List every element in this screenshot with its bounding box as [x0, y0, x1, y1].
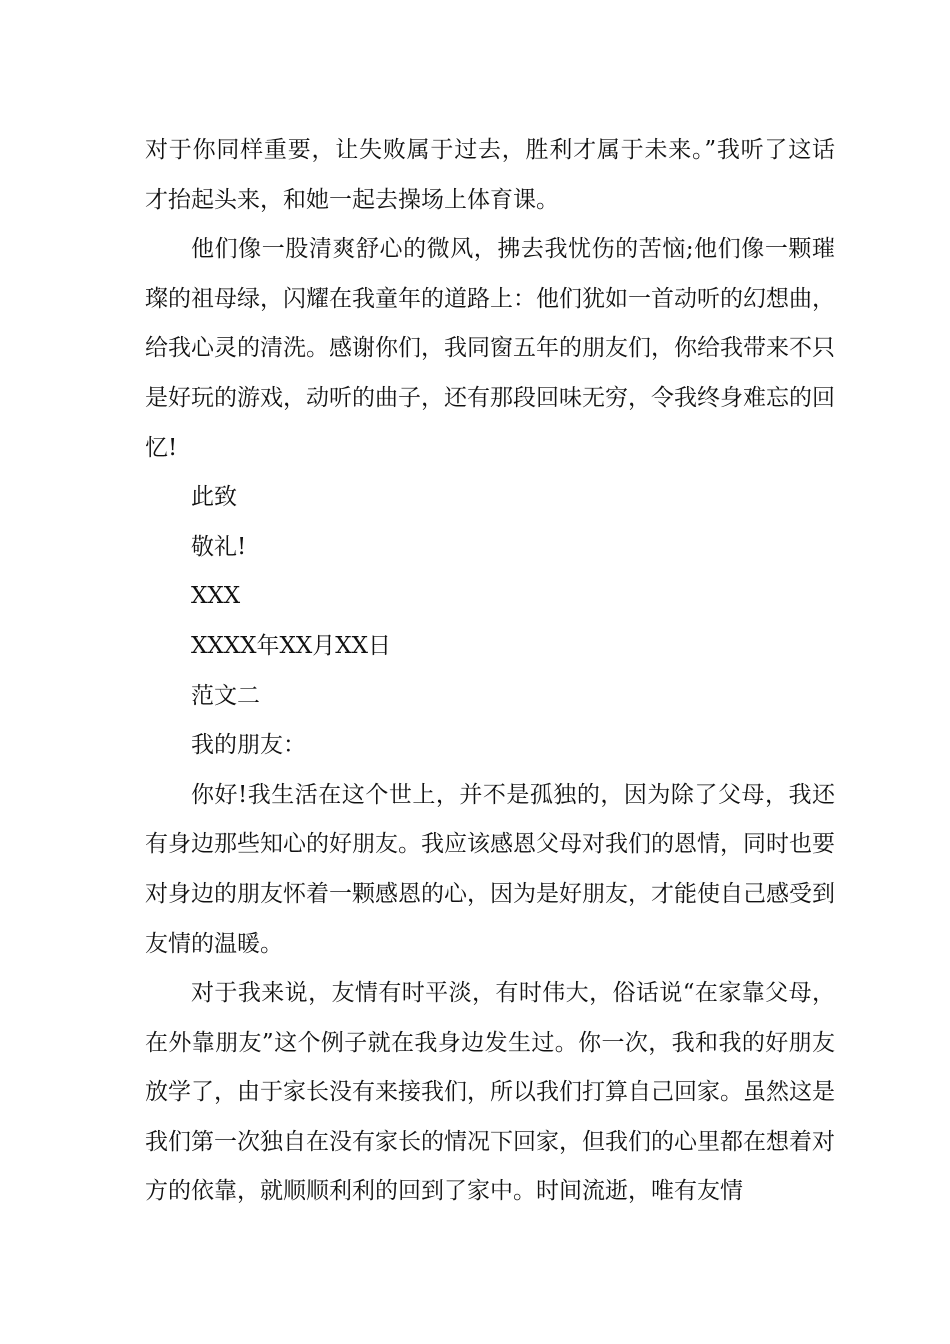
section-heading: 范文二 — [191, 682, 260, 709]
letter-greeting: 我的朋友： — [191, 732, 306, 759]
paragraph-not-alone: 你好!我生活在这个世上，并不是孤独的，因为除了父母，我还有身边那些知心的好朋友。我应该感恩父母对我们的恩情，同时也要对身边的朋友怀着一颗感恩的心，因为是好朋友，才能使自己感受到友情的温暖。 — [145, 781, 835, 957]
closing-regards: 敬礼! — [191, 533, 247, 560]
document-body — [145, 126, 835, 1217]
paragraph-friends-metaphor: 他们像一股清爽舒心的微风，拂去我忧伤的苦恼;他们像一颗璀璨的祖母绿，闪耀在我童年的道路上：他们犹如一首动听的幻想曲，给我心灵的清洗。感谢你们，我同窗五年的朋友们，你给我带来不只是好玩的游戏，动听的曲子，还有那段回味无穷，令我终身难忘的回忆! — [145, 236, 835, 461]
paragraph-continuation: 对于你同样重要，让失败属于过去，胜利才属于未来。”我听了这话才抬起头来，和她一起去操场上体育课。 — [145, 137, 835, 213]
signature-date: XXXX年XX月XX日 — [191, 632, 391, 659]
closing-salutation: 此致 — [191, 484, 237, 511]
signature-name: XXX — [191, 583, 241, 610]
paragraph-friendship-story: 对于我来说，友情有时平淡，有时伟大，俗话说“在家靠父母，在外靠朋友”这个例子就在我身边发生过。你一次，我和我的好朋友放学了，由于家长没有来接我们，所以我们打算自己回家。虽然这是我们第一次独自在没有家长的情况下回家，但我们的心里都在想着对方的依靠，就顺顺利利的回到了家中。时间流逝，唯有友情 — [145, 980, 835, 1205]
